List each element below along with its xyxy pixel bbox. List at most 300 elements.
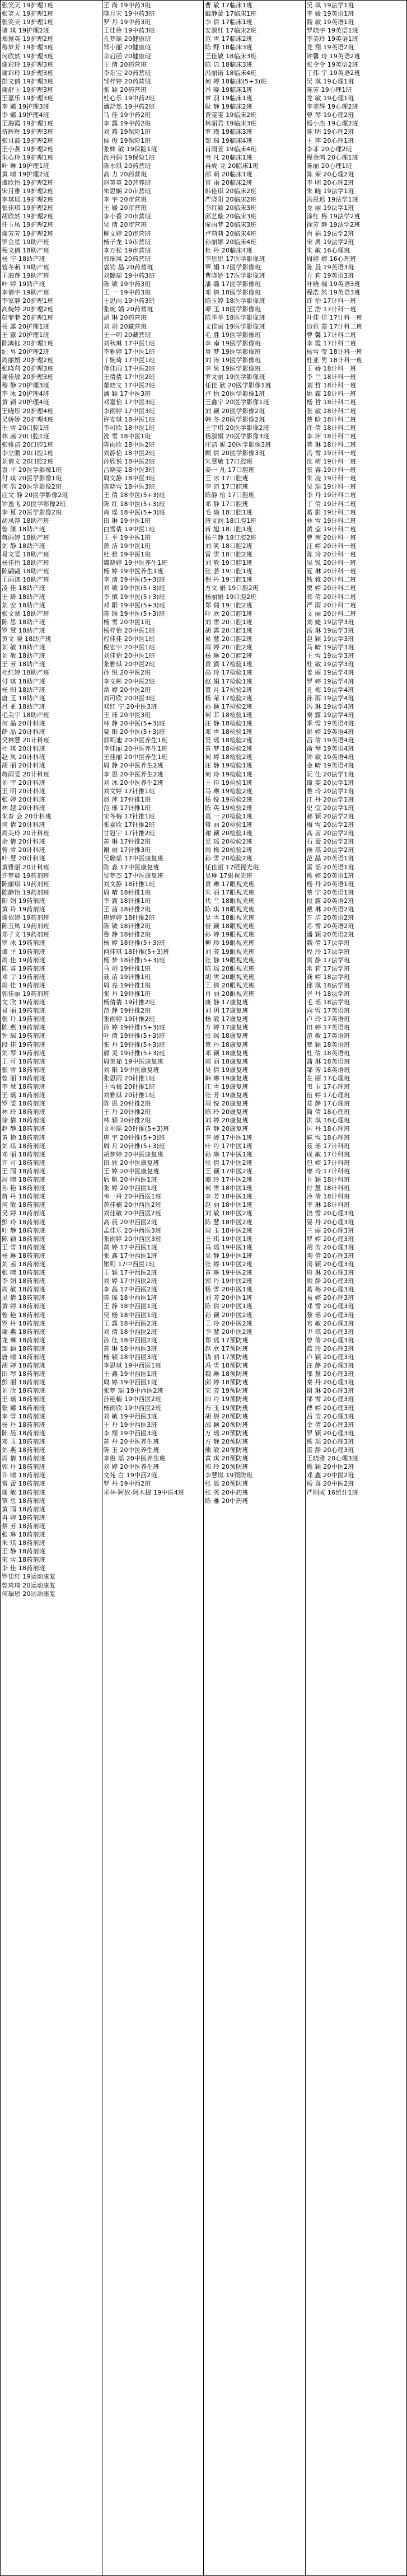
roster-entry: 邱 琪 18法学班 [306,981,350,989]
roster-entry: 钟 瑶 19药剂班 [2,1032,45,1040]
roster-entry: 陈 淼 17中医康复班 [103,863,160,871]
roster-entry: 赵 娟 17检验1班 [205,677,252,685]
roster-entry: 杨子龙 19市营班 [103,238,151,246]
roster-entry: 韩佳琪 20临床2班 [205,188,257,195]
roster-entry: 王 玲 20中医2班 [205,1319,252,1327]
roster-entry: 何 婷 18检验2班 [205,753,252,761]
roster-entry: 杨 颖 18中西医3班 [103,1353,157,1361]
roster-entry: 何欣然 19护理3班 [2,52,54,60]
roster-entry: 马 晴 19法学3班 [306,644,354,652]
roster-entry: 曹 馨 17计科二班 [306,331,357,339]
roster-entry: 叶 婷 19助产班 [2,280,45,288]
roster-entry: 刘 婷 20康复班 [205,1117,249,1125]
roster-entry: 熊 灵 19针推(5+3)班 [103,1049,166,1057]
roster-entry: 葛 影 19计科二班 [306,508,357,516]
roster-entry: 陈华华 18医学影像班 [205,314,265,322]
roster-entry: 黄 琪 20预防班 [205,1455,249,1463]
roster-entry: 王佳丽 20中医养生1班 [103,753,168,761]
roster-entry: 黎 瑶 20心理3班 [306,1311,354,1319]
roster-entry: 后 帆 20中西医1班 [103,1176,157,1184]
roster-entry: 周 婷 19中西医1班 [103,1379,157,1387]
roster-entry: 张 婷 19中医2班 [205,1260,252,1268]
roster-entry: 朱 敏 16心理班 [306,246,350,254]
roster-entry: 王倩倩 17中医2班 [103,373,155,381]
roster-entry: 冉 婷 18药剂班 [2,1514,45,1521]
roster-entry: 程文倩 18助产班 [2,246,50,254]
roster-entry: 张 静 19眼视光班 [205,956,255,964]
roster-entry: 汪 静 19检验1班 [205,762,252,770]
roster-entry: 韩 冬 20医学影像2班 [205,415,265,423]
roster-entry: 王 冰 17口腔班 [205,475,249,483]
roster-entry: 王 佳 19检验1班 [205,779,252,786]
roster-entry: 胡 琳 20药营班 [103,314,147,322]
roster-entry: 莫 静 17心理班 [306,1100,350,1108]
roster-entry: 张 晴 18药剂班 [2,1269,45,1277]
roster-entry: 吴 倩 19康复班 [205,1066,249,1074]
roster-entry: 冉成 龙 20临床1班 [205,162,259,170]
roster-entry: 蔡 宁 20英语1班 [306,888,354,896]
roster-entry: 付 琪 18助产班 [2,677,45,685]
roster-entry: 姚 霜 18计科一班 [306,390,357,398]
roster-entry: 吴 雪 18眼视光班 [205,914,255,922]
roster-entry: 曹 茜 20计科一班 [306,533,357,541]
roster-entry: 雷 雨 20临床2班 [205,179,252,186]
roster-entry: 王 琪 19中医1班 [205,1235,252,1243]
roster-entry: 王 琦 18助产班 [2,593,45,601]
roster-entry: 王 静 18药剂班 [2,1548,45,1556]
roster-entry: 李 娜 19护理3班 [2,103,49,111]
roster-entry: 周 婷 20口腔2班 [205,644,252,652]
roster-entry: 蒋雨婷 18助产班 [2,533,50,541]
roster-entry: 姜 丽 19法学4班 [306,669,354,677]
roster-entry: 吕晓雯 18中医3班 [103,466,155,474]
roster-entry: 王 倩 20药营班 [103,60,147,68]
roster-entry: 王 瑶 18药剂班 [2,1395,45,1403]
roster-entry: 王 平 19中医1班 [103,533,151,541]
roster-entry: 付 慧 18计科班 [306,1184,350,1192]
roster-entry: 肖 娟 19法学2班 [306,230,354,237]
roster-entry: 李 思 20中医养生2班 [103,770,163,778]
roster-entry: 毛 胜 19医学影像班 [205,331,261,339]
roster-entry: 邹 颖 18药剂班 [2,1345,45,1352]
roster-entry: 李思琪 19中西医1班 [103,1362,162,1370]
roster-column-2 [102,1,204,2575]
roster-entry: 马 瑶 19中医1班 [205,1243,252,1251]
roster-entry: 张 婷 20计科班 [2,795,45,803]
roster-entry: 郑 瑞 19口腔2班 [205,601,252,609]
roster-entry: 张 丹 19药剂班 [2,1015,45,1023]
roster-entry: 穆梦芳 19护理3班 [2,44,54,51]
roster-entry: 李小香 20市营班 [103,213,151,221]
roster-entry: 顾 静 20心理3班 [306,1277,354,1285]
roster-entry: 王晓雅 20心理3班 [306,1455,358,1463]
roster-entry: 胡 芳 20心理3班 [306,1243,354,1251]
roster-entry: 张雨婷 20中西医3班 [103,1235,162,1243]
roster-entry: 胡凤萍 18助产班 [2,517,50,524]
roster-entry: 田 琴 18药剂班 [2,1370,45,1378]
roster-entry: 陈晓雪 18中医3班 [103,483,155,491]
roster-entry: 许安琪 18中医1班 [103,415,155,423]
roster-entry: 黄 琳 17针推2班 [103,838,151,846]
roster-entry: 严 雨 20计科二班 [306,601,357,609]
roster-entry: 刘璐瑶 19中药3班 [103,272,155,279]
roster-entry: 严晓阳 20临床2班 [205,196,257,204]
roster-entry: 麻 雪 18心理班 [306,1134,350,1141]
roster-entry: 邓红 宁 20中医3班 [103,702,157,710]
roster-entry: 刘 玥 17康复班 [205,1007,249,1015]
roster-entry: 李红颖 20临床3班 [205,204,257,212]
roster-entry: 刘 阳 19中医康复班 [103,1066,160,1074]
roster-entry: 黄 雨 18药剂班 [2,1505,45,1513]
roster-entry: 胡 丽 20计科班 [2,762,45,770]
roster-entry: 田 琳 19中医1班 [103,517,151,524]
roster-entry: 谢彩玲 19护理3班 [2,69,54,77]
roster-entry: 覃 颖 18英语班 [306,1041,350,1048]
roster-entry: 段 露 20英语2班 [306,897,354,905]
roster-entry: 刘 琴 19药剂班 [2,1049,45,1057]
roster-entry: 吴 婷 18药剂班 [2,1210,45,1217]
roster-entry: 阳 娟 19药剂班 [2,897,45,905]
roster-entry: 高 玲 17检验1班 [205,669,252,677]
roster-entry: 李 翔 19中西医3班 [103,1429,157,1437]
roster-entry: 吴 瑶 18检验2班 [205,737,252,744]
roster-entry: 李 萍 18计科二班 [306,432,357,440]
roster-entry: 田 欣 20中医康复班 [103,1159,160,1167]
roster-entry: 方 静 20预防班 [205,1437,249,1445]
roster-entry: 郑子文 19药剂班 [2,931,50,939]
roster-entry: 谢 燕 18药剂班 [2,1328,45,1336]
roster-entry: 陈 瑶 18中西医1班 [103,1294,157,1302]
roster-entry: 蒋雨雯 20计科班 [2,770,50,778]
roster-entry: 卢 颖 20心理3班 [306,1353,354,1361]
roster-entry: 陈玉婷 18医学影像班 [205,297,265,305]
roster-entry: 李 婷 17中医1班 [205,1134,252,1141]
roster-entry: 史 莹 20法学1班 [306,804,354,812]
roster-entry: 冯丽诺 18临床4班 [205,69,257,77]
roster-entry: 王 雪 20口腔1班 [2,424,49,432]
roster-entry: 张笑天 19护理1班 [2,18,54,26]
roster-entry: 何 浩 20医学影像2班 [2,483,62,491]
roster-entry: 马 佳 19中药2班 [103,111,151,119]
roster-entry: 肖 丽 20眼视光班 [205,990,255,997]
roster-entry: 赵 欣 17预防班 [205,1345,249,1352]
roster-entry: 许 可 18药剂班 [2,1159,45,1167]
roster-entry: 陈 琪 18眼视光班 [205,906,255,914]
roster-entry: 王 可 18药剂班 [2,1057,45,1065]
roster-entry: 赵英英 20营养班 [103,179,151,186]
roster-entry: 蓝 玲 20心理3班 [306,1345,354,1352]
roster-entry: 聂 瑶 17计科班 [306,1142,350,1150]
roster-entry: 幸 琳 18计科班 [306,1201,350,1209]
roster-entry: 刘 燕 18药剂班 [2,1446,45,1454]
roster-entry: 张令令 19英语2班 [306,60,358,68]
roster-entry: 肖雨萱 19临床4班 [205,145,257,153]
roster-entry: 何 雪 18中医1班 [205,1184,252,1192]
roster-entry: 王 露 18中西医2班 [103,1319,157,1327]
roster-entry: 侯 俊 19保险1班 [103,137,151,144]
roster-entry: 唐 琳 20心理3班 [306,1269,354,1277]
roster-column-4 [306,1,407,2575]
roster-entry: 龙 琳 18药剂班 [2,1336,45,1344]
roster-entry: 程浩 然 19英语3班 [306,289,361,297]
roster-entry: 陈静怡 19药剂班 [2,888,50,896]
roster-entry: 邓嘉怡 17中医3班 [103,399,155,406]
roster-entry: 唐 宇 20针推(5+3)班 [103,1134,166,1141]
roster-entry: 覃 思 18药剂班 [2,1497,45,1505]
roster-entry: 程佳佳 20中医1班 [103,635,155,643]
roster-entry: 陈玉凤 19药剂班 [2,922,50,930]
roster-entry: 吴 瑶 20检验2班 [205,838,252,846]
roster-entry: 任佳丽 17眼视光班 [205,863,259,871]
roster-entry: 陈丽 20心理1班 [306,162,352,170]
roster-entry: 孙欣悦 18中医2班 [103,458,155,466]
roster-entry: 李 明 20心理2班 [306,179,354,186]
roster-entry: 曾 艳 18药剂班 [2,1311,45,1319]
roster-entry: 王 丹 20针推2班 [103,1108,151,1116]
roster-entry: 刘文静 18针推1班 [103,880,155,888]
roster-entry: 钟逸飞 20医学影像2班 [2,500,66,508]
roster-entry: 王 倩 20眼视光班 [205,981,255,989]
roster-entry: 王雪梅 20针推1班 [103,1083,155,1090]
roster-entry: 章 羽 19临床1班 [205,95,252,102]
roster-entry: 王 一 19中药3班 [103,289,151,297]
roster-entry: 熊 敏 20预防班 [205,1446,249,1454]
roster-entry: 罗 雯 18药剂班 [2,1100,45,1108]
roster-entry: 兰 丽 20心理3班 [306,1226,354,1234]
roster-entry: 刘 安 18助产班 [2,601,45,609]
roster-entry: 唐婷婷 18针推2班 [103,914,155,922]
roster-entry: 杨淑娟 20医学影像3班 [205,432,269,440]
roster-entry: 王 雪 19法学3班 [306,652,354,660]
roster-entry: 吴 瑶 19计科一班 [306,483,357,491]
roster-entry: 陈 颖 18药剂班 [2,1235,45,1243]
roster-entry: 林 越 20计科班 [2,804,45,812]
roster-entry: 易 丽 19药剂班 [2,1007,45,1015]
roster-entry: 郭佳丽 19药剂班 [2,990,50,997]
roster-entry: 张 鑫 17中西医1班 [103,1252,157,1259]
roster-entry: 黄 琳 18中西医3班 [103,1345,157,1352]
roster-entry: 王 鑫 19中西医1班 [103,1370,157,1378]
roster-entry: 朱 凌 19计科一班 [306,475,357,483]
roster-entry: 高 力 20药营班 [103,170,147,178]
roster-entry: 胡 倩 20预防班 [205,1412,249,1420]
roster-entry: 何 晶 20计科班 [2,719,45,727]
roster-entry: 杜亚 男 18计科一班 [306,356,363,364]
roster-entry: 卢 玲 17英语班 [306,1015,350,1023]
roster-entry: 吴梦杰 17中医康复班 [103,872,164,879]
roster-entry: 曾 潇 18助产班 [2,525,45,533]
roster-entry: 周婷 婷 16心理班 [306,255,357,263]
roster-entry: 韦一丹 20中西医1班 [103,1193,162,1201]
roster-entry: 丁伟 宇 19英语2班 [306,69,361,77]
roster-entry: 蒋佳雨 17中医2班 [103,365,155,373]
roster-entry: 晓月宋 19中药3班 [103,10,155,18]
roster-entry: 廖 玲 17计科班 [306,1167,350,1175]
roster-entry: 李文彬 20中医2班 [103,677,155,685]
roster-entry: 周美玲 20计科班 [2,830,50,837]
roster-entry: 谢 丽 17针推3班 [103,846,151,854]
roster-entry: 彭 丽 18药剂班 [2,1379,45,1387]
roster-entry: 张笑天 19护理1班 [2,10,54,18]
roster-entry: 邓 鑫 20中医2班 [306,1472,354,1479]
roster-entry: 王 媛 20市营班 [103,204,147,212]
roster-entry: 陈静 怡 17口腔班 [205,491,255,499]
roster-entry: 杨 梦 18针推(5+3)班 [103,956,166,964]
roster-entry: 马 琳 19检验2班 [205,787,252,795]
roster-entry: 韩 琳 19康复班 [205,1074,249,1082]
roster-entry: 李思思 17医学影像班 [205,255,265,263]
roster-entry: 刘 敏 19口腔1班 [205,559,252,567]
roster-entry: 谭 雯 20法学1班 [306,779,354,786]
roster-entry: 陈 玲 20康复班 [205,1108,249,1116]
roster-entry: 范 瑶 17针推1班 [103,804,151,812]
roster-entry: 蒋 琳 18计科二班 [306,441,357,448]
roster-entry: 苏 雪 20英语2班 [306,922,354,930]
roster-entry: 谢依婷 19药剂班 [2,914,50,922]
roster-entry: 叶晓 瑞 19英语3班 [306,280,361,288]
roster-entry: 吴琳 17眼视光班 [205,872,253,879]
roster-entry: 陈 睿 19药剂班 [2,964,45,972]
roster-entry: 叶 琳 19护理1班 [2,162,49,170]
roster-entry: 杨梓怡 20中医1班 [103,626,155,634]
roster-entry: 邓 阳 19中医(5+3)班 [103,601,166,609]
roster-entry: 黄 婷 17中西医1班 [103,1243,157,1251]
roster-entry: 周 玉 18中医2班 [205,1226,252,1234]
roster-entry: 蒋 丽 20检验1班 [205,821,252,829]
roster-entry: 金 晴 19英语4班 [306,762,354,770]
roster-entry: 刘文婷 17针推1班 [103,787,155,795]
roster-entry: 李 佳 18药剂班 [2,1565,45,1572]
roster-entry: 金 倩 20心理3班 [306,1421,354,1428]
roster-entry: 丁婉琦 17中医1班 [103,356,155,364]
roster-entry: 孙丽娜 20临床4班 [205,238,257,246]
roster-entry: 龙 翔 19英语2班 [306,44,354,51]
roster-entry: 罗 婷 20心理3班 [306,1235,354,1243]
roster-entry: 王 茜 18针推2班 [103,906,151,914]
roster-entry: 蔡 晗 18计科二班 [306,415,357,423]
roster-entry: 董晓文 17中医2班 [103,382,155,390]
roster-entry: 覃 丹 18康复班 [205,1041,249,1048]
roster-entry: 范 静 19针推2班 [103,1007,151,1015]
roster-entry: 高婉婷 20护理2班 [2,306,54,313]
roster-entry: 陈 敏 18针推2班 [103,922,151,930]
roster-entry: 曹晓娇 17医学影像班 [205,272,265,279]
roster-entry: 张 颖 20药营班 [103,86,147,93]
roster-entry: 张 雪 18药剂班 [2,1066,45,1074]
roster-entry: 宋 芳 19预防班 [205,1387,249,1395]
roster-entry: 孙 雨 19法学4班 [306,694,354,702]
roster-entry: 郭瑞风 20药营班 [103,255,151,263]
roster-entry: 李 倩 17临床1班 [205,18,252,26]
roster-entry: 彭 玲 18药剂班 [2,1218,45,1226]
roster-entry: 杜 雅 19中医1班 [103,551,151,559]
roster-entry: 张琬 娟 20药营班 [103,306,153,313]
roster-entry: 魏 琳 18预防班 [205,1370,249,1378]
roster-entry: 陈 明 19心理2班 [306,128,354,136]
roster-entry: 孙 婷 19针推(5+3)班 [103,1024,166,1032]
roster-entry: 肖 瑶 18中医(5+3)班 [103,508,166,516]
roster-entry: 张雨婷 19针推2班 [103,1015,155,1023]
roster-entry: 邱艺璇 20临床3班 [205,213,257,221]
roster-entry: 杨倩倩 19针推2班 [103,999,155,1006]
roster-entry: 周 静 20中医养生2班 [103,762,163,770]
roster-entry: 何 倩 20计科班 [2,821,45,829]
roster-entry: 李 兰 18计科一班 [306,373,357,381]
roster-entry: 崔明 17中西医1班 [103,1260,155,1268]
roster-entry: 田 丹 19预防班 [205,1395,249,1403]
roster-entry: 柳文婷 20市营班 [103,230,151,237]
roster-entry: 周 悦 20康复班 [205,1100,249,1108]
roster-entry: 李雅婷 17中医1班 [103,348,155,355]
roster-entry: 李 芳 18中医1班 [205,1193,252,1201]
roster-entry: 贾 婷 20计科二班 [306,584,357,592]
roster-entry: 张 美 20中药班 [205,1488,249,1496]
roster-entry: 任佳 欣 20医学影像1班 [205,382,272,390]
roster-entry: 李 露 19中药2班 [103,120,151,128]
roster-entry: 邓 雪 20心理3班 [306,1303,354,1310]
roster-entry: 朱 丽 17眼视光班 [205,888,255,896]
roster-entry: 杨 哲 18计科二班 [306,399,357,406]
roster-entry: 张 荟 19口腔1班 [205,568,252,575]
roster-entry: 周 佳 19药剂班 [2,956,45,964]
roster-entry: 张姝 敏 19保险1班 [103,145,157,153]
roster-entry: 杨 婷 18针推(5+3)班 [103,939,166,947]
roster-entry: 杨 雪 20中医1班 [103,618,151,626]
roster-entry: 吕 亚 18助产班 [2,702,45,710]
roster-entry: 刘秋琳 17中医1班 [103,339,155,347]
roster-entry: 夏 琳 20计科一班 [306,568,357,575]
roster-entry: 陈 洁 18临床3班 [205,60,252,68]
roster-entry: 刘可欣 20中医3班 [103,694,155,702]
roster-entry: 季 雪 19英语4班 [306,719,354,727]
roster-entry: 罗佳红 19运动康复 [2,1573,56,1581]
roster-entry: 陈 荣 20心理2班 [306,170,354,178]
roster-entry: 李 媛 19英语1班 [306,10,354,18]
roster-entry: 李佳丽 20中医养生1班 [103,745,168,753]
roster-entry: 赵 萍 17针推1班 [103,795,151,803]
roster-entry: 熊 瑶 20心理3班 [306,1437,354,1445]
roster-entry: 高 茜 20法学2班 [306,830,354,837]
roster-entry: 陈 敏 19中药3班 [103,280,151,288]
roster-entry: 王 丹 19中西医3班 [103,1421,157,1428]
roster-entry: 龙 丽 19法学1班 [306,204,354,212]
roster-entry: 叶 静 18药剂班 [2,1226,45,1234]
roster-entry: 罗金星 19助产班 [2,238,50,246]
roster-entry: 邬 慧 20心理3班 [306,1370,354,1378]
roster-entry: 毛美宇 18助产班 [2,711,50,719]
roster-entry: 杨佳怡 18助产班 [2,559,50,567]
roster-entry: 官 敏 20心理3班 [306,1319,354,1327]
roster-entry: 顾 倩 20医学影像3班 [205,449,265,457]
roster-entry: 文 丽 20计科二班 [306,610,357,617]
roster-entry: 黄雅丽 20计科班 [2,863,50,871]
roster-entry: 刘 宇 20计科班 [2,779,45,786]
roster-entry: 雷 雪 18口腔2班 [205,551,252,559]
roster-entry: 安淑红 17临床2班 [205,27,257,35]
roster-entry: 罗 颖 20心理3班 [306,1429,354,1437]
roster-entry: 林 雪 19计科二班 [306,517,357,524]
roster-entry: 赵 静 18药剂班 [2,1125,45,1133]
roster-entry: 王 倩 18中医(5+3)班 [103,491,166,499]
roster-entry: 庄文 静 20医学影像2班 [2,491,68,499]
roster-entry: 杨 露 20护理1班 [2,322,49,330]
roster-entry: 俞 琴 19英语4班 [306,745,354,753]
roster-entry: 陈丽琪 19药剂班 [2,880,50,888]
roster-entry: 王佳伶 19中药3班 [103,27,155,35]
roster-entry: 李 南 19医学影像班 [205,339,261,347]
roster-entry: 李俊 瑶 20中医养生班 [103,1455,166,1463]
roster-entry: 张 敏 18计科二班 [306,407,357,415]
